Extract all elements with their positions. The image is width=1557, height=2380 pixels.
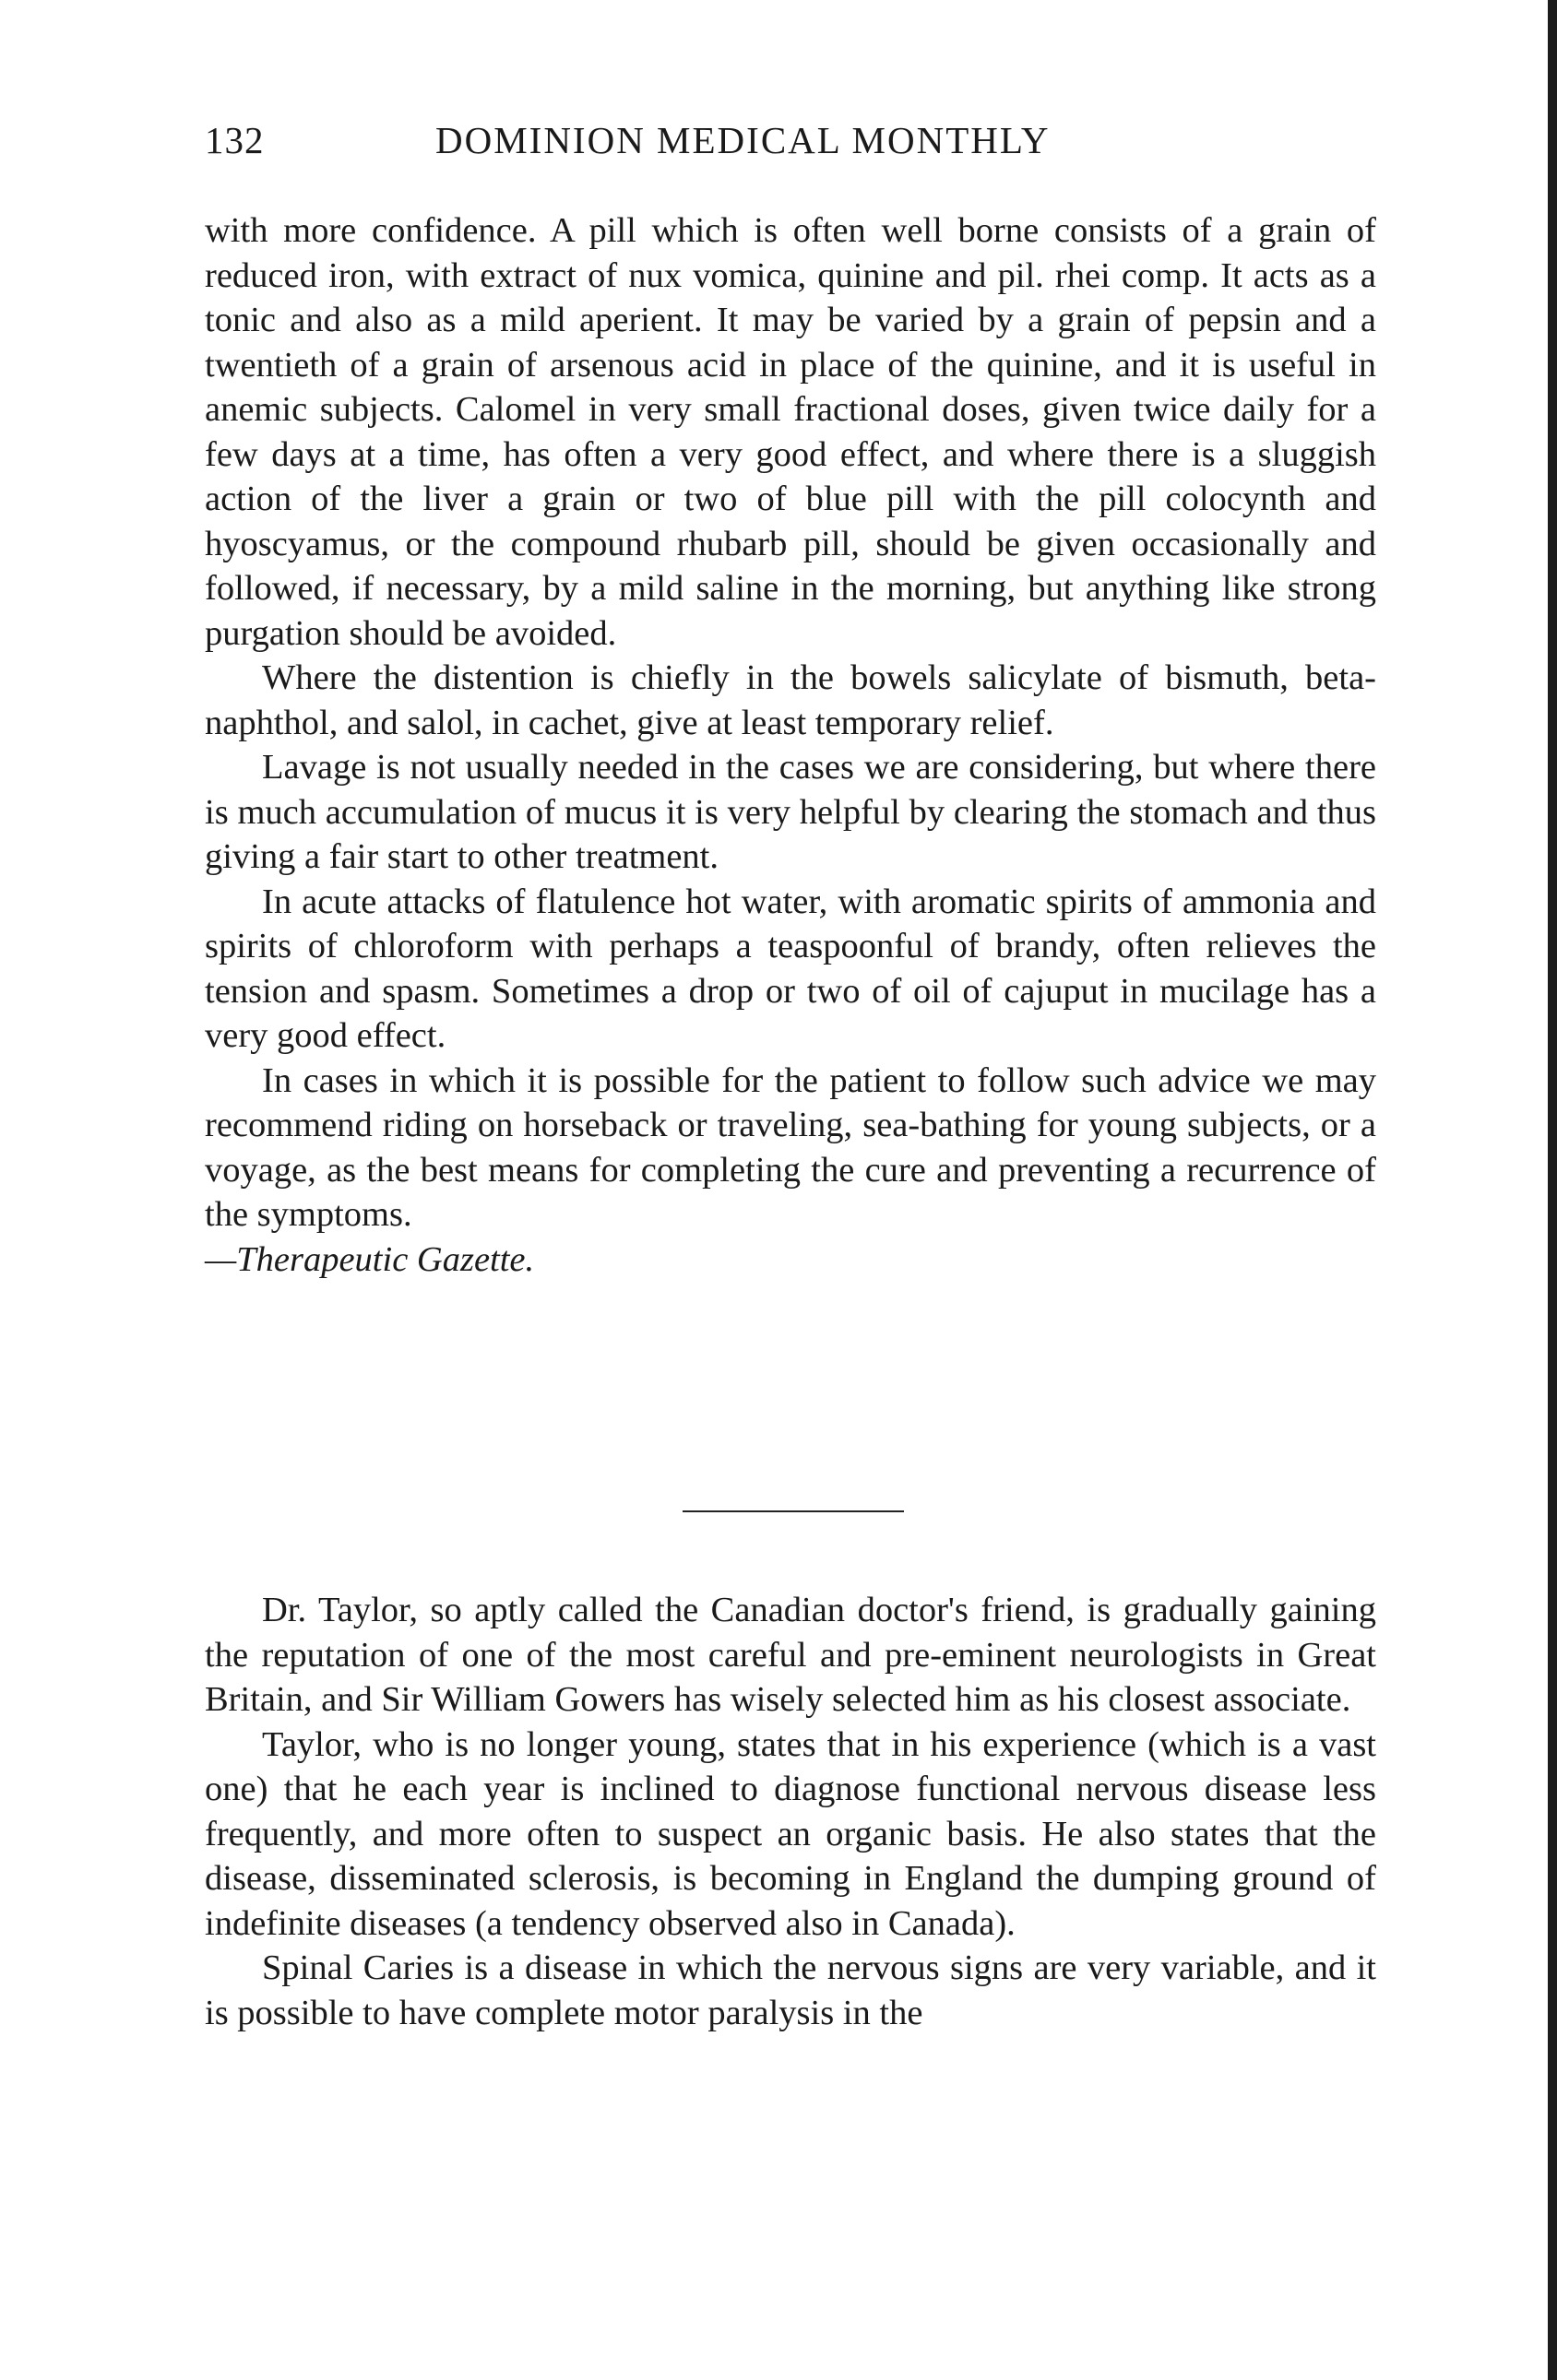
article-therapeutics xyxy=(205,208,1376,1282)
paragraph: Spinal Caries is a disease in which the nervous signs are very variable, and it is possible to have complete motor paralysis in the xyxy=(205,1948,1376,2032)
paragraph: Taylor, who is no longer young, states that in his experience (which is a vast one) that he each year is inclined to diagnose functional nervous disease less frequently, and more often to suspect an organic basis. He also states that the disease, disseminated sclerosis, is becoming in England the dumping ground of indefinite diseases (a tendency observed also in Canada). xyxy=(205,1724,1376,1943)
running-head xyxy=(205,118,1376,173)
page-number: 132 xyxy=(205,119,265,161)
paragraph: Where the distention is chiefly in the bowels salicylate of bismuth, beta-naphthol, and salol, in cachet, give at least temporary relief. xyxy=(205,658,1376,742)
paragraph: In cases in which it is possible for the patient to follow such advice we may recommend riding on horseback or traveling, sea-bathing for young subjects, or a voyage, as the best means for completing the cure and preventing a recurrence of the symptoms. xyxy=(205,1060,1376,1234)
paragraph: Lavage is not usually needed in the cases we are considering, but where there is much accumulation of mucus it is very helpful by clearing the stomach and thus giving a fair start to other treatment. xyxy=(205,748,1376,876)
section-divider xyxy=(683,1510,904,1512)
journal-title: DOMINION MEDICAL MONTHLY xyxy=(435,119,1051,161)
paragraph: In acute attacks of flatulence hot water, with aromatic spirits of ammonia and spirits of chloroform with perhaps a teaspoonful of brandy, often relieves the tension and spasm. Sometimes a drop or two of oil of cajuput in mucilage has a very good effect. xyxy=(205,882,1376,1055)
paragraph: with more confidence. A pill which is often well borne consists of a grain of reduced iron, with extract of nux vomica, quinine and pil. rhei comp. It acts as a tonic and also as a mild aperient. It may be varied by a grain of pepsin and a twentieth of a grain of arsenous acid in place of the quinine, and it is useful in anemic subjects. Calomel in very small fractional doses, given twice daily for a few days at a time, has often a very good effect, and where there is a sluggish action of the liver a grain or two of blue pill with the pill colocynth and hyoscyamus, or the compound rhubarb pill, should be given occasionally and followed, if necessary, by a mild saline in the morning, but anything like strong purgation should be avoided. xyxy=(205,211,1376,653)
scan-edge xyxy=(1548,0,1557,2380)
article-dr-taylor xyxy=(205,1588,1376,2035)
source-citation: —Therapeutic Gazette. xyxy=(205,1239,535,1279)
paragraph: Dr. Taylor, so aptly called the Canadian doctor's friend, is gradually gaining the reputation of one of the most careful and pre-eminent neurologists in Great Britain, and Sir William Gowers has wisely selected him as his closest associate. xyxy=(205,1591,1376,1719)
